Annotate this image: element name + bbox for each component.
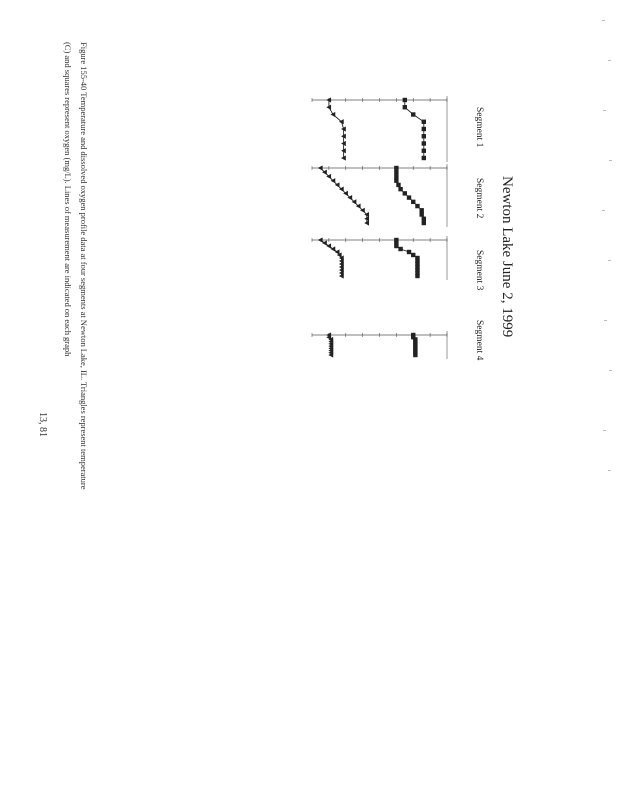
segment-1-oxygen-point [411, 112, 415, 116]
segment-3-oxygen-point [398, 247, 402, 251]
segment-2-oxygen-point [394, 170, 398, 174]
segment-1-oxygen-point [422, 141, 426, 145]
segment-4-oxygen-point [413, 353, 417, 357]
segment-3-title: Segment 3 [474, 250, 484, 291]
figure-caption-line-1: Figure 155-40 Temperature and dissolved oxygen profile data at four segments at Newton Lake, IL. Triangles represent temperature [79, 42, 89, 490]
segment-4-title: Segment 4 [474, 320, 484, 361]
segment-2-oxygen-point [411, 200, 415, 204]
segment-2-oxygen-point [398, 187, 402, 191]
segment-2-oxygen-point [419, 208, 423, 212]
segment-2-oxygen-point [403, 191, 407, 195]
figure-title: Newton Lake June 2, 1999 [499, 176, 515, 338]
segment-1-oxygen-line [405, 100, 424, 158]
segment-1-title: Segment 1 [474, 107, 484, 148]
segment-2-title: Segment 2 [474, 178, 484, 219]
segment-2-oxygen-point [394, 166, 398, 170]
segment-2-oxygen-point [394, 174, 398, 178]
segment-1-oxygen-point [422, 120, 426, 124]
segment-3-oxygen-point [407, 250, 411, 254]
segment-3-oxygen-point [415, 274, 419, 278]
segment-2-oxygen-point [396, 183, 400, 187]
segment-2-oxygen-point [394, 178, 398, 182]
segment-2-oxygen-point [407, 195, 411, 199]
segment-3-oxygen-point [411, 253, 415, 257]
page-number: 13, 81 [37, 412, 48, 437]
segment-1-oxygen-point [422, 134, 426, 138]
segment-3-oxygen-point [394, 244, 398, 248]
segment-2-temperature-point [318, 165, 323, 170]
segment-2-oxygen-point [415, 204, 419, 208]
scan-edge-artifacts [600, 0, 614, 490]
segment-2-oxygen-point [422, 217, 426, 221]
segment-1-oxygen-point [422, 127, 426, 131]
segment-1-oxygen-point [422, 149, 426, 153]
segment-1-oxygen-point [422, 156, 426, 160]
segment-1-oxygen-point [403, 98, 407, 102]
segment-3-oxygen-line [396, 240, 417, 276]
segment-1-oxygen-point [403, 105, 407, 109]
segment-1-temperature-point [330, 112, 335, 117]
segment-3-temperature-point [318, 237, 323, 242]
segment-2-oxygen-point [422, 221, 426, 225]
segment-2-oxygen-point [419, 212, 423, 216]
figure-caption-line-2: (C) and squares represent oxygen (mg/L). Lines of measurement are indicated on each graph [63, 42, 73, 357]
